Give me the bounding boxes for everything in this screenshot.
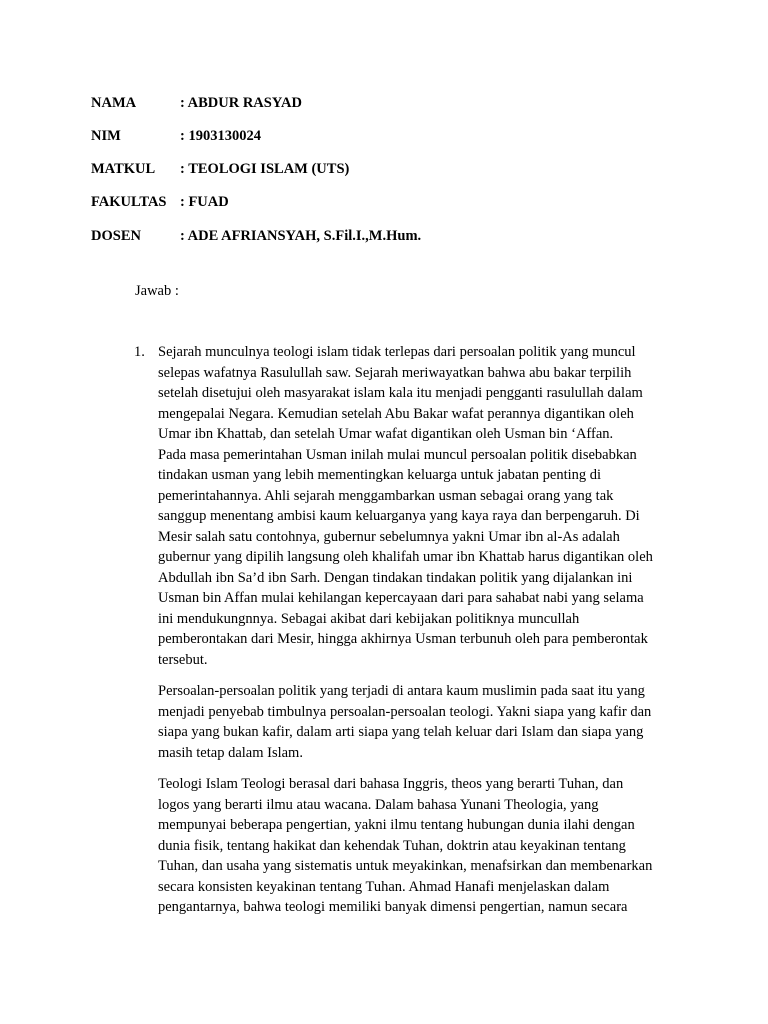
- jawab-label: Jawab :: [135, 283, 179, 299]
- header-label-nama: NAMA: [91, 95, 137, 111]
- item-number: 1.: [134, 344, 145, 360]
- header-row-fakultas: [91, 193, 229, 211]
- header-row-nama: [91, 94, 302, 112]
- header-label-dosen: DOSEN: [91, 228, 141, 244]
- header-value-nim: : 1903130024: [180, 128, 261, 144]
- header-row-nim: [91, 127, 261, 145]
- header-label-matkul: MATKUL: [91, 161, 156, 177]
- header-label-fakultas: FAKULTAS: [91, 194, 167, 210]
- header-row-matkul: [91, 160, 349, 178]
- header-value-matkul: : TEOLOGI ISLAM (UTS): [180, 161, 350, 177]
- answer-item-1: [134, 342, 678, 929]
- header-row-dosen: [91, 227, 421, 245]
- header-value-nama: : ABDUR RASYAD: [180, 95, 302, 111]
- header-label-nim: NIM: [91, 128, 121, 144]
- header-value-dosen: : ADE AFRIANSYAH, S.Fil.I.,M.Hum.: [180, 228, 422, 244]
- answer-paragraph-1: Sejarah munculnya teologi islam tidak terlepas dari persoalan politik yang muncul selepas wafatnya Rasulullah saw. Sejarah meriwayatkan bahwa abu bakar terpilih setelah disetujui oleh masyarakat islam kala itu menjadi pengganti rasulullah dalam mengepalai Negara. Kemudian setelah Abu Bakar wafat perannya digantikan oleh Umar ibn Khattab, dan setelah Umar wafat digantikan oleh Usman bin ‘Affan. Pada masa pemerintahan Usman inilah mulai muncul persoalan politik disebabkan tindakan usman yang lebih mementingkan keluarga untuk jabatan penting di pemerintahannya. Ahli sejarah menggambarkan usman sebagai orang yang tak sanggup menentang ambisi kaum keluarganya yang kaya raya dan berpengaruh. Di Mesir salah satu contohnya, gubernur sebelumnya yakni Umar ibn al-As adalah gubernur yang dipilih langsung oleh khalifah umar ibn Khattab harus digantikan oleh Abdullah ibn Sa’d ibn Sarh. Dengan tindakan tindakan politik yang dijalankan ini Usman bin Affan mulai kehilangan kepercayaan dari para sahabat nabi yang selama ini mendukungnnya. Sebagai akibat dari kebijakan politiknya muncullah pemberontakan dari Mesir, hingga akhirnya Usman terbunuh oleh para pemberontak tersebut.: [158, 344, 653, 668]
- header-value-fakultas: : FUAD: [180, 194, 229, 210]
- answer-paragraph-2: Persoalan-persoalan politik yang terjadi di antara kaum muslimin pada saat itu yang menjadi penyebab timbulnya persoalan-persoalan teologi. Yakni siapa yang kafir dan siapa yang bukan kafir, dalam arti siapa yang telah keluar dari Islam dan siapa yang masih tetap dalam Islam.: [158, 683, 652, 761]
- answer-paragraph-3: Teologi Islam Teologi berasal dari bahasa Inggris, theos yang berarti Tuhan, dan logos yang berarti ilmu atau wacana. Dalam bahasa Yunani Theologia, yang mempunyai beberapa pengertian, yakni ilmu tentang hubungan dunia ilahi dengan dunia fisik, tentang hakikat dan kehendak Tuhan, doktrin atau keyakinan tentang Tuhan, dan usaha yang sistematis untuk meyakinkan, menafsirkan dan membenarkan secara konsisten keyakinan tentang Tuhan. Ahmad Hanafi menjelaskan dalam pengantarnya, bahwa teologi memiliki banyak dimensi pengertian, namun secara: [158, 776, 653, 915]
